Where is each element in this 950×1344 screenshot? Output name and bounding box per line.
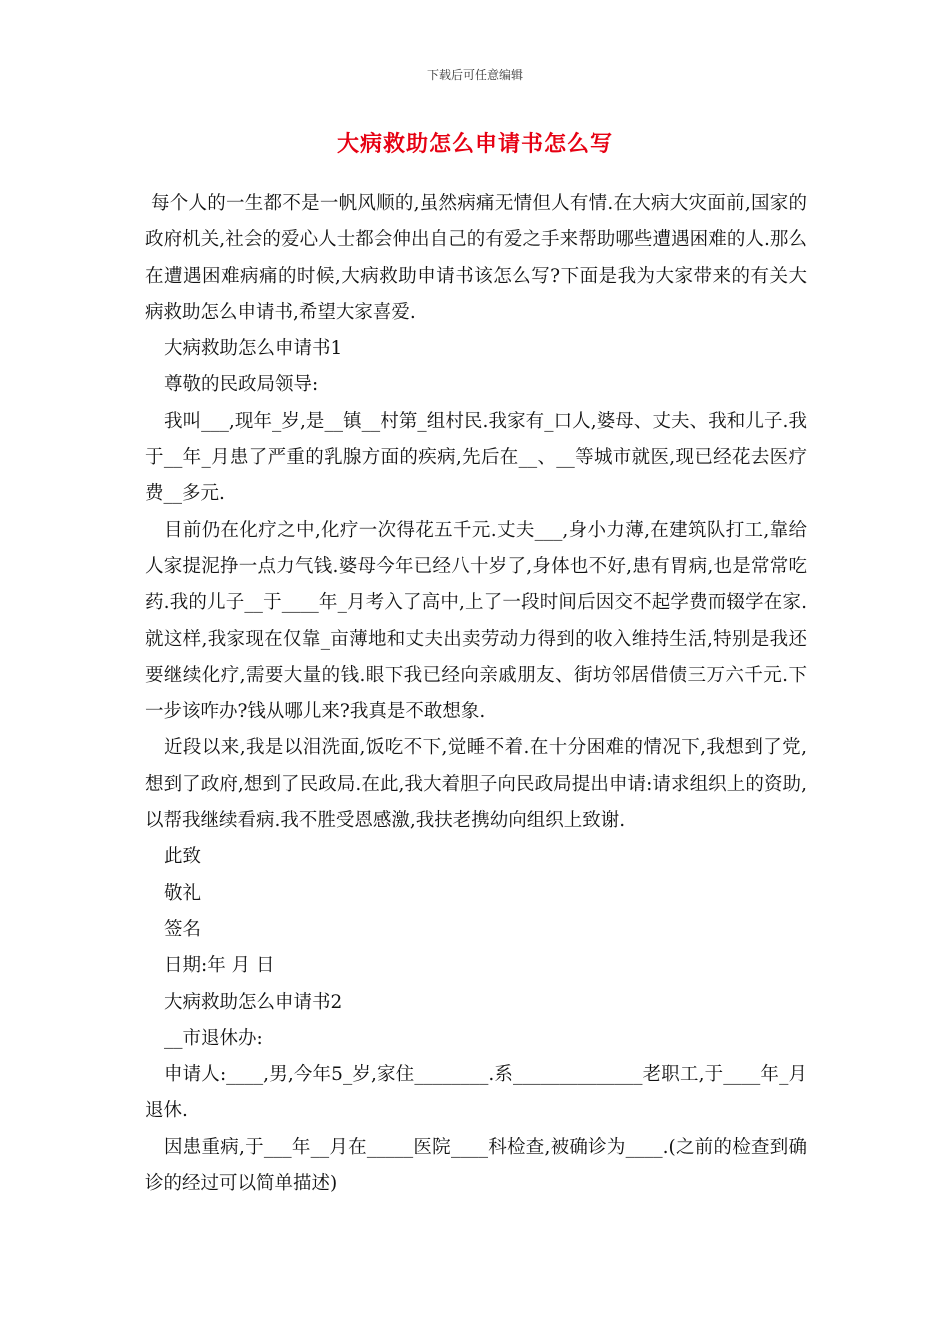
- closing-line: 此致: [164, 846, 202, 868]
- section-heading-1: 大病救助怎么申请书1: [164, 338, 343, 360]
- body-paragraph: 我叫___,现年_岁,是__镇__村第_组村民.我家有_口人,婆母、丈夫、我和儿子.我于__年_月患了严重的乳腺方面的疾病,先后在__、__等城市就医,现已经花去医疗费__多元.: [145, 410, 807, 505]
- date-line: 日期:年 月 日: [164, 955, 275, 977]
- body-paragraph: 因患重病,于___年__月在_____医院____科检查,被确诊为____.(之前的检查到确诊的经过可以简单描述): [145, 1136, 807, 1195]
- header-note: 下载后可任意编辑: [426, 68, 523, 82]
- signature-line: 签名: [164, 918, 202, 940]
- document-title: 大病救助怎么申请书怎么写: [336, 131, 613, 157]
- intro-paragraph: 每个人的一生都不是一帆风顺的,虽然病痛无情但人有情.在大病大灾面前,国家的政府机关,社会的爱心人士都会伸出自己的有爱之手来帮助哪些遭遇困难的人.那么在遭遇困难病痛的时候,大病救助申请书该怎么写?下面是我为大家带来的有关大病救助怎么申请书,希望大家喜爱.: [145, 193, 807, 323]
- body-paragraph: 近段以来,我是以泪洗面,饭吃不下,觉睡不着.在十分困难的情况下,我想到了党,想到了政府,想到了民政局.在此,我大着胆子向民政局提出申请:请求组织上的资助,以帮我继续看病.我不胜受恩感激,我扶老携幼向组织上致谢.: [145, 737, 807, 832]
- section-heading-2: 大病救助怎么申请书2: [164, 991, 343, 1013]
- closing-line: 敬礼: [164, 882, 202, 904]
- body-paragraph: 申请人:____,男,今年5_岁,家住________.系______________老职工,于____年_月退休.: [145, 1064, 807, 1122]
- salutation-2: __市退休办:: [164, 1027, 263, 1049]
- document-body: [145, 186, 807, 1202]
- salutation-1: 尊敬的民政局领导:: [164, 374, 319, 396]
- body-paragraph: 目前仍在化疗之中,化疗一次得花五千元.丈夫___,身小力薄,在建筑队打工,靠给人家提泥挣一点力气钱.婆母今年已经八十岁了,身体也不好,患有胃病,也是常常吃药.我的儿子__于____年_月考入了高中,上了一段时间后因交不起学费而辍学在家.就这样,我家现在仅靠_亩薄地和丈夫出卖劳动力得到的收入维持生活,特别是我还要继续化疗,需要大量的钱.眼下我已经向亲戚朋友、街坊邻居借债三万六千元.下一步该咋办?钱从哪儿来?我真是不敢想象.: [145, 519, 807, 723]
